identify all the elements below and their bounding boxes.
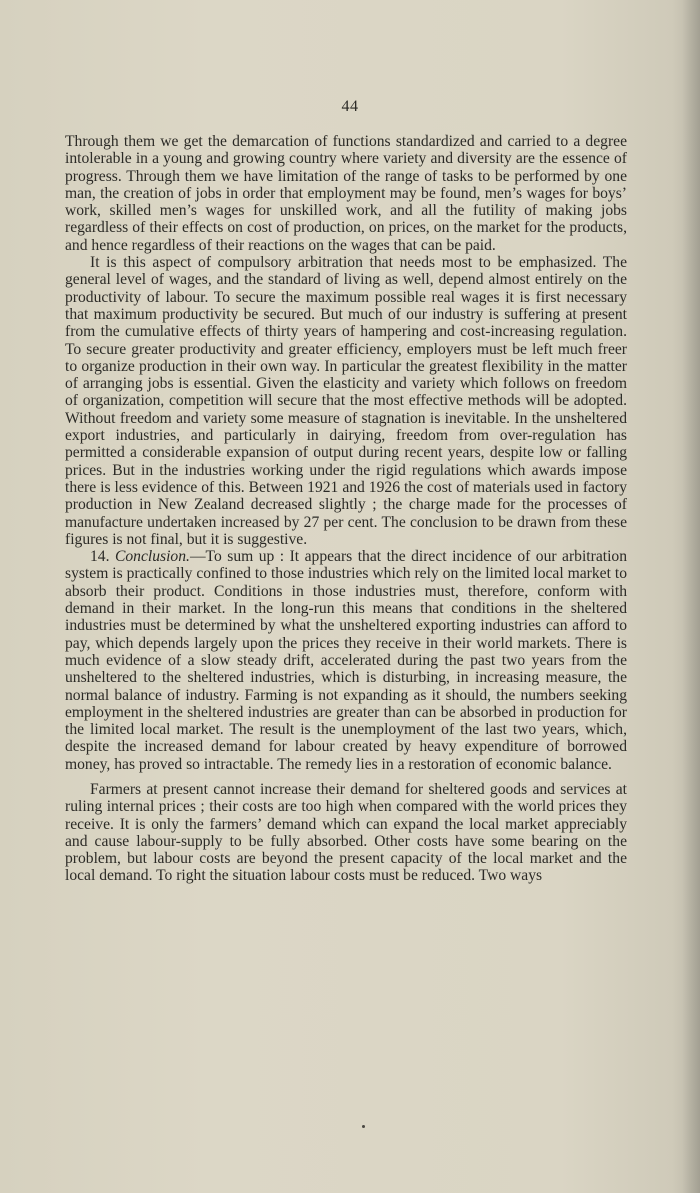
paragraph-2: It is this aspect of compulsory arbitration that needs most to be emphasized. The general level of wages, and the standard of living as well, depend almost entirely on the productivity of labour. To secure the maximum possible real wages it is first necessary that maximum productivity be secured. But much of our industry is suffering at present from the cumulative effects of thirty years of hampering and cost-increasing regulation. To secure greater productivity and greater efficiency, employers must be left much freer to organize production in their own way. In particular the greatest flexibility in the matter of arranging jobs is essential. Given the elasticity and variety which follows on freedom of organization, competition will secure that the most effective methods will be adopted. Without freedom and variety some measure of stagnation is inevitable. In the unsheltered export industries, and particularly in dairying, freedom from over-regulation has permitted a considerable expansion of output during recent years, despite low or falling prices. But in the industries working under the rigid regulations which awards impose there is less evidence of this. Between 1921 and 1926 the cost of materials used in factory production in New Zealand decreased slightly ; the charge made for the processes of manufacture undertaken increased by 27 per cent. The conclusion to be drawn from these figures is not final, but it is suggestive. — [65, 254, 627, 548]
page-number: 44 — [341, 98, 359, 115]
ink-speck — [362, 1125, 365, 1128]
body-text — [65, 133, 627, 885]
section-heading: Conclusion. — [114, 548, 190, 566]
paragraph-3 — [65, 548, 627, 773]
page-edge-shadow — [682, 0, 700, 1193]
section-number: 14. — [90, 548, 115, 566]
paragraph-1: Through them we get the demarcation of functions standardized and carried to a degree intolerable in a young and growing country where variety and diversity are the essence of progress. Through them we have limitation of the range of tasks to be performed by one man, the creation of jobs in order that employment may be found, men’s wages for boys’ work, skilled men’s wages for unskilled work, and all the futility of making jobs regardless of their effects on cost of production, on prices, on the market for the products, and hence regardless of their reactions on the wages that can be paid. — [65, 133, 627, 254]
section-text: —To sum up : It appears that the direct incidence of our arbitration system is practically confined to those industries which rely on the limited local market to absorb their product. Conditions in those industries must, therefore, conform with demand in their market. In the long-run this means that conditions in the sheltered industries must be determined by what the unsheltered exporting industries can afford to pay, which depends largely upon the prices they receive in their world markets. There is much evidence of a slow steady drift, accelerated during the past two years from the unsheltered to the sheltered industries, which is disturbing, in increasing measure, the normal balance of industry. Farming is not expanding as it should, the numbers seeking employment in the sheltered industries are greater than can be absorbed in production for the limited local market. The result is the unemployment of the last two years, which, despite the increased demand for labour created by heavy expenditure of borrowed money, has proved so intractable. The remedy lies in a restoration of economic balance. — [65, 548, 628, 773]
paragraph-4: Farmers at present cannot increase their demand for sheltered goods and services at ruling internal prices ; their costs are too high when compared with the world prices they receive. It is only the farmers’ demand which can expand the local market appreciably and cause labour-supply to be fully absorbed. Other costs have some bearing on the problem, but labour costs are beyond the present capacity of the local market and the local demand. To right the situation labour costs must be reduced. Two ways — [65, 780, 627, 885]
